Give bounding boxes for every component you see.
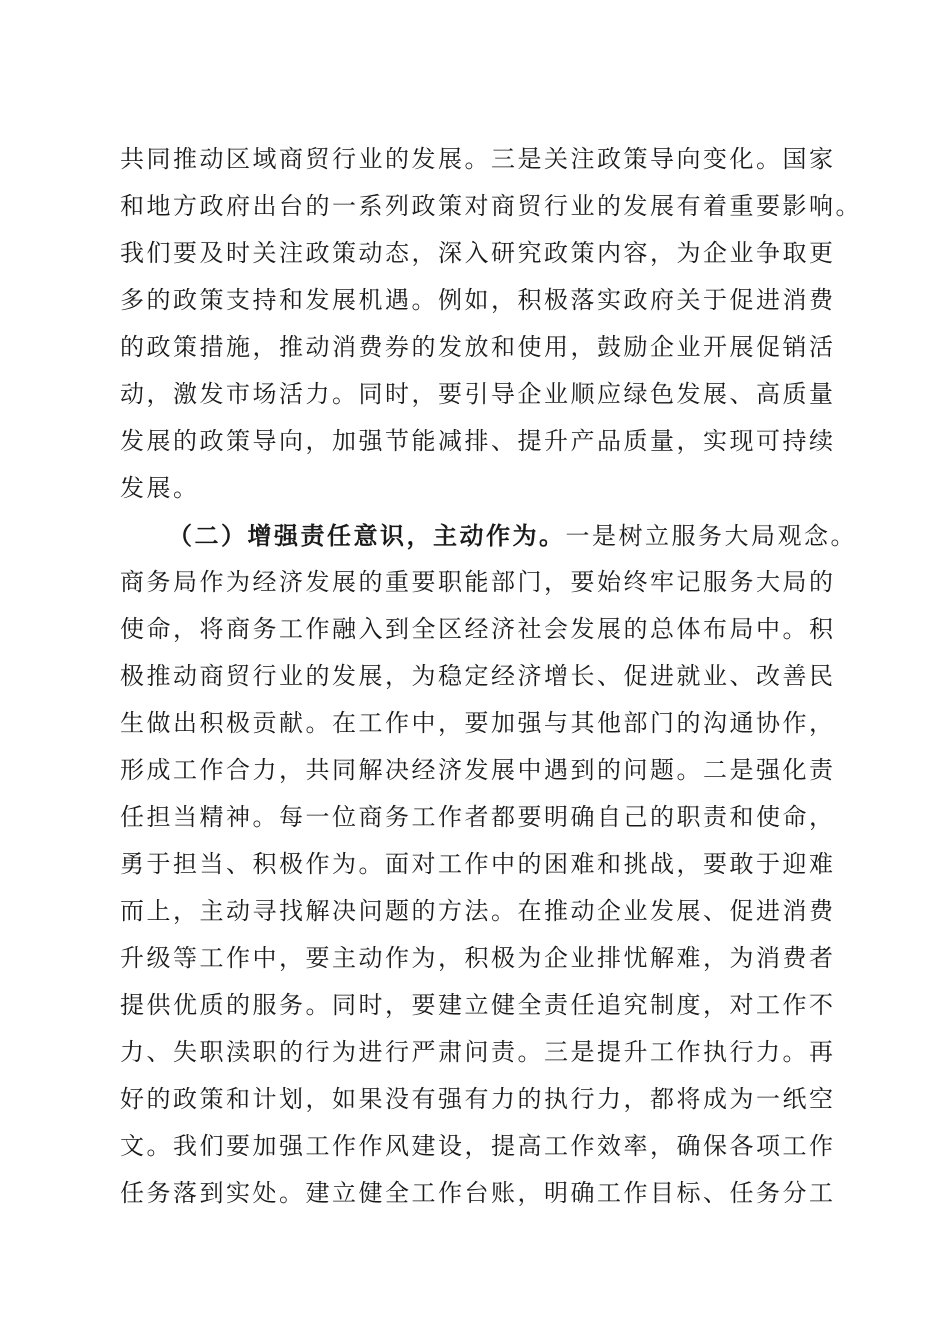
text-line: 多的政策支持和发展机遇。例如，积极落实政府关于促进消费 xyxy=(120,286,836,314)
paragraph-2-first-line xyxy=(120,512,857,559)
text-line: 极推动商贸行业的发展，为稳定经济增长、促进就业、改善民 xyxy=(120,662,836,690)
text-line: 生做出积极贡献。在工作中，要加强与其他部门的沟通协作， xyxy=(120,709,836,737)
text-line: 好的政策和计划，如果没有强有力的执行力，都将成为一纸空 xyxy=(120,1085,836,1113)
text-line: 力、失职渎职的行为进行严肃问责。三是提升工作执行力。再 xyxy=(120,1038,836,1066)
text-line: 共同推动区域商贸行业的发展。三是关注政策导向变化。国家 xyxy=(120,145,836,173)
text-run: 一是树立服务大局观念。 xyxy=(565,522,857,550)
text-line: 升级等工作中，要主动作为，积极为企业排忧解难，为消费者 xyxy=(120,944,836,972)
paragraph-2 xyxy=(120,512,857,1217)
section-heading: （二）增强责任意识，主动作为。 xyxy=(168,521,566,550)
text-line: 使命，将商务工作融入到全区经济社会发展的总体布局中。积 xyxy=(120,615,836,643)
text-line: 勇于担当、积极作为。面对工作中的困难和挑战，要敢于迎难 xyxy=(120,850,836,878)
text-line: 而上，主动寻找解决问题的方法。在推动企业发展、促进消费 xyxy=(120,897,836,925)
text-line: 发展。 xyxy=(120,474,200,502)
text-line: 任担当精神。每一位商务工作者都要明确自己的职责和使命， xyxy=(120,803,836,831)
paragraph-1 xyxy=(120,136,862,512)
text-line: 发展的政策导向，加强节能减排、提升产品质量，实现可持续 xyxy=(120,427,836,455)
text-line: 我们要及时关注政策动态，深入研究政策内容，为企业争取更 xyxy=(120,239,836,267)
text-line: 和地方政府出台的一系列政策对商贸行业的发展有着重要影响。 xyxy=(120,192,862,220)
document-body xyxy=(120,136,862,1217)
text-line: 的政策措施，推动消费券的发放和使用，鼓励企业开展促销活 xyxy=(120,333,836,361)
text-line: 任务落到实处。建立健全工作台账，明确工作目标、任务分工 xyxy=(120,1179,836,1207)
text-line: 商务局作为经济发展的重要职能部门，要始终牢记服务大局的 xyxy=(120,568,836,596)
text-line: 提供优质的服务。同时，要建立健全责任追究制度，对工作不 xyxy=(120,991,836,1019)
text-line: 动，激发市场活力。同时，要引导企业顺应绿色发展、高质量 xyxy=(120,380,836,408)
text-line: 文。我们要加强工作作风建设，提高工作效率，确保各项工作 xyxy=(120,1132,836,1160)
text-line: 形成工作合力，共同解决经济发展中遇到的问题。二是强化责 xyxy=(120,756,836,784)
